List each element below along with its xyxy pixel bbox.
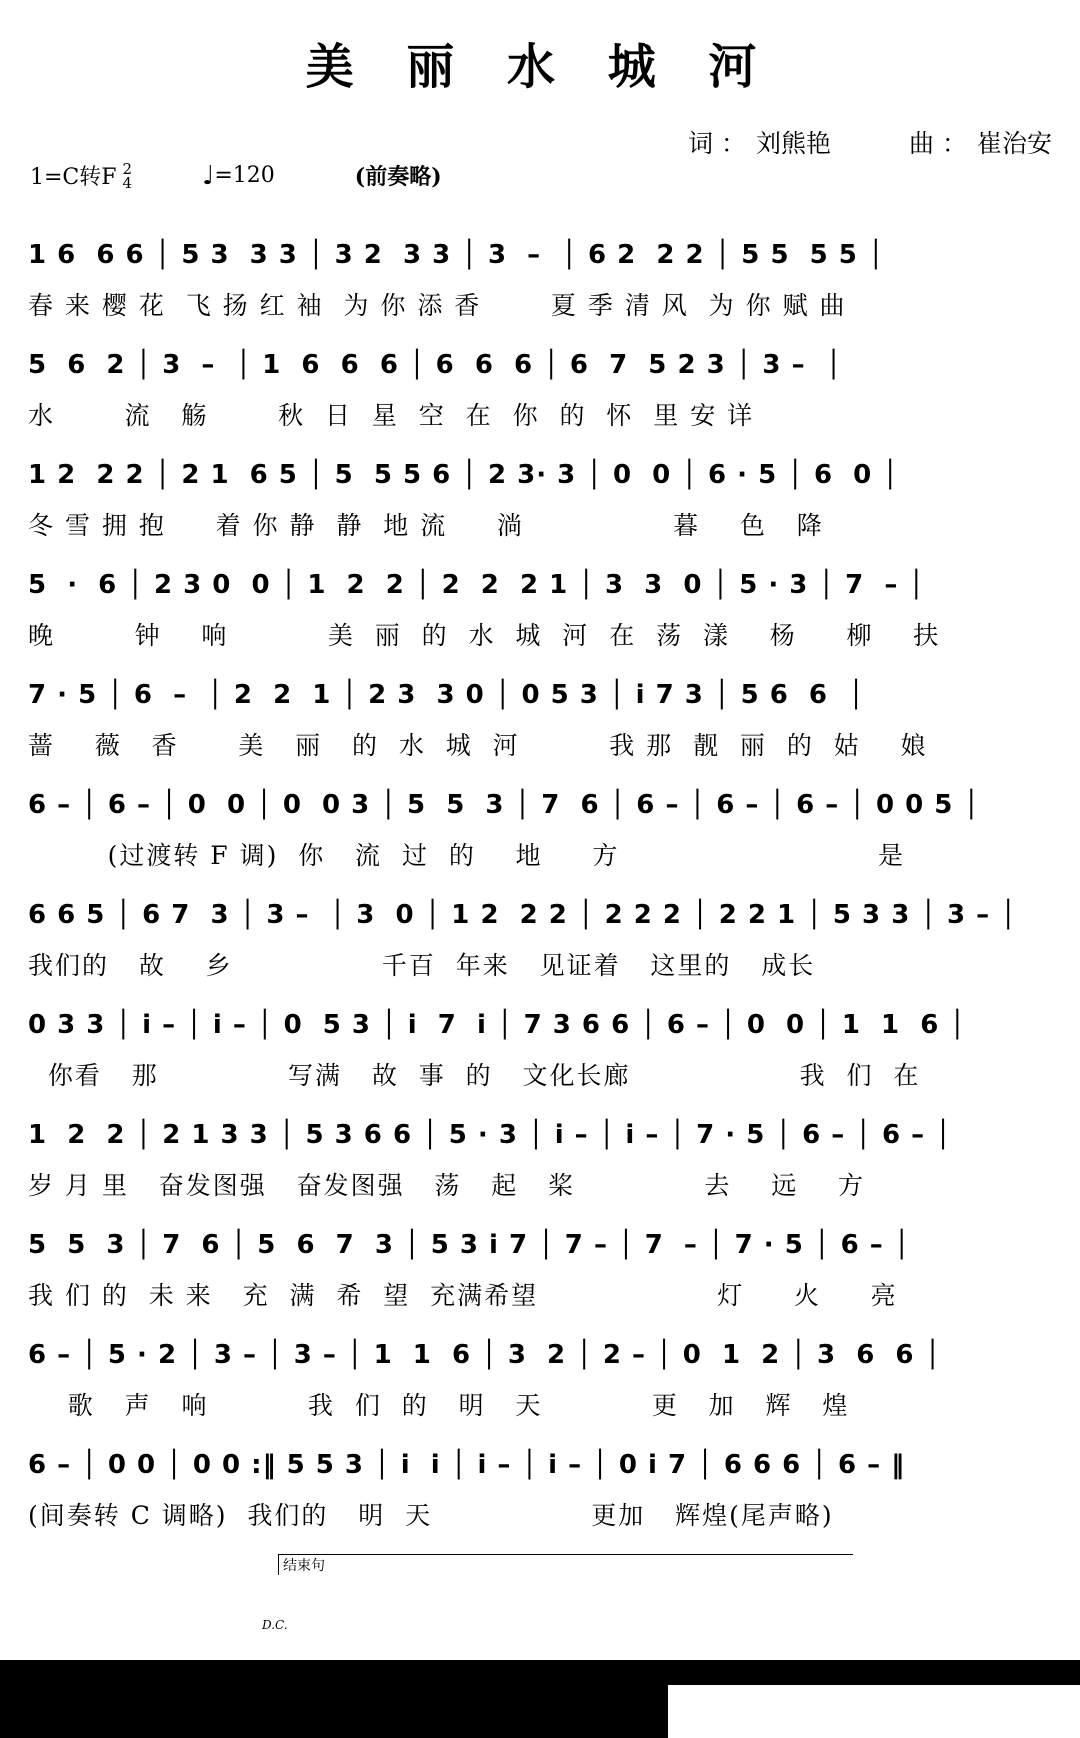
composer-label: 曲 ： — [909, 129, 967, 158]
lyric-row: 冬 雪 拥 抱 着 你 静 静 地 流 淌 暮 色 降 — [28, 511, 824, 540]
notation-row: 6 – │ 0 0 │ 0 0 :‖ 5 5 3 │ i i │ i – │ i – │ 0 i 7 │ 6 6 6 │ 6 – ‖ — [28, 1450, 906, 1480]
time-top: 2 — [122, 159, 133, 178]
score-meta — [30, 160, 442, 191]
lyric-row: 我 们 的 未 来 充 满 希 望 充满希望 灯 火 亮 — [28, 1281, 898, 1310]
tempo: =120 — [214, 163, 275, 188]
lyric-row: 岁 月 里 奋发图强 奋发图强 荡 起 桨 去 远 方 — [28, 1171, 865, 1200]
notation-row: 6 6 5 │ 6 7 3 │ 3 – │ 3 0 │ 1 2 2 2 │ 2 2 2 │ 2 2 1 │ 5 3 3 │ 3 – │ — [28, 900, 1017, 930]
notation-row: 5 · 6 │ 2 3 0 0 │ 1 2 2 │ 2 2 2 1 │ 3 3 0 │ 5 · 3 │ 7 – │ — [28, 570, 926, 600]
lyric-row: 水 流 觞 秋 日 星 空 在 你 的 怀 里 安 详 — [28, 401, 755, 430]
lyricist-label: 词 ： — [688, 129, 747, 158]
notation-row: 6 – │ 5 · 2 │ 3 – │ 3 – │ 1 1 6 │ 3 2 │ 2 – │ 0 1 2 │ 3 6 6 │ — [28, 1340, 942, 1370]
notation-row: 7 · 5 │ 6 – │ 2 2 1 │ 2 3 3 0 │ 0 5 3 │ i 7 3 │ 5 6 6 │ — [28, 680, 865, 710]
lyric-row: (过渡转 F 调) 你 流 过 的 地 方 是 — [28, 841, 905, 870]
ending-bracket-label: 结束句 — [278, 1554, 853, 1575]
lyric-row: 我们的 故 乡 千百 年来 见证着 这里的 成长 — [28, 951, 816, 980]
score-line — [28, 1202, 1028, 1312]
score-line — [28, 542, 1028, 652]
lyric-row: 你看 那 写满 故 事 的 文化长廊 我 们 在 — [28, 1061, 921, 1090]
lyricist-name: 刘熊艳 — [756, 129, 832, 158]
score-line — [28, 322, 1028, 432]
lyric-row: (间奏转 C 调略) 我们的 明 天 更加 辉煌(尾声略) — [28, 1501, 834, 1530]
notation-row: 1 6 6 6 │ 5 3 3 3 │ 3 2 3 3 │ 3 – │ 6 2 2 2 │ 5 5 5 5 │ — [28, 240, 885, 270]
score-line — [28, 1092, 1028, 1202]
score-line — [28, 652, 1028, 762]
quarter-note-icon: ♩ — [202, 160, 215, 191]
notation-row: 0 3 3 │ i – │ i – │ 0 5 3 │ i 7 i │ 7 3 6 6 │ 6 – │ 0 0 │ 1 1 6 │ — [28, 1010, 967, 1040]
time-bottom: 4 — [122, 173, 133, 192]
credits — [678, 124, 1052, 160]
prelude-note: (前奏略) — [354, 164, 442, 190]
composer-name: 崔治安 — [976, 129, 1052, 158]
notation-row: 6 – │ 6 – │ 0 0 │ 0 0 3 │ 5 5 3 │ 7 6 │ 6 – │ 6 – │ 6 – │ 0 0 5 │ — [28, 790, 981, 820]
notation-row: 5 5 3 │ 7 6 │ 5 6 7 3 │ 5 3 i 7 │ 7 – │ 7 – │ 7 · 5 │ 6 – │ — [28, 1230, 911, 1260]
key-signature: 1=C转F — [30, 165, 117, 190]
score-line — [28, 432, 1028, 542]
score-line — [28, 1422, 1028, 1532]
lyric-row: 歌 声 响 我 们 的 明 天 更 加 辉 煌 — [28, 1391, 850, 1420]
footer-blank — [668, 1685, 1080, 1738]
score-line — [28, 212, 1028, 322]
dc-mark: D.C. — [262, 1618, 288, 1632]
lyric-row: 春 来 樱 花 飞 扬 红 袖 为 你 添 香 夏 季 清 风 为 你 赋 曲 — [28, 291, 847, 320]
notation-row: 1 2 2 2 │ 2 1 6 5 │ 5 5 5 6 │ 2 3· 3 │ 0 0 │ 6 · 5 │ 6 0 │ — [28, 460, 899, 490]
notation-row: 5 6 2 │ 3 – │ 1 6 6 6 │ 6 6 6 │ 6 7 5 2 3 │ 3 – │ — [28, 350, 843, 380]
score-line — [28, 762, 1028, 872]
notation-row: 1 2 2 │ 2 1 3 3 │ 5 3 6 6 │ 5 · 3 │ i – │ i – │ 7 · 5 │ 6 – │ 6 – │ — [28, 1120, 952, 1150]
song-title: 美 丽 水 城 河 — [305, 39, 775, 95]
score-line — [28, 982, 1028, 1092]
time-signature — [122, 159, 133, 192]
lyric-row: 晚 钟 响 美 丽 的 水 城 河 在 荡 漾 杨 柳 扶 — [28, 621, 941, 650]
score-line — [28, 1312, 1028, 1422]
score-line — [28, 872, 1028, 982]
lyric-row: 蔷 薇 香 美 丽 的 水 城 河 我 那 靓 丽 的 姑 娘 — [28, 731, 928, 760]
